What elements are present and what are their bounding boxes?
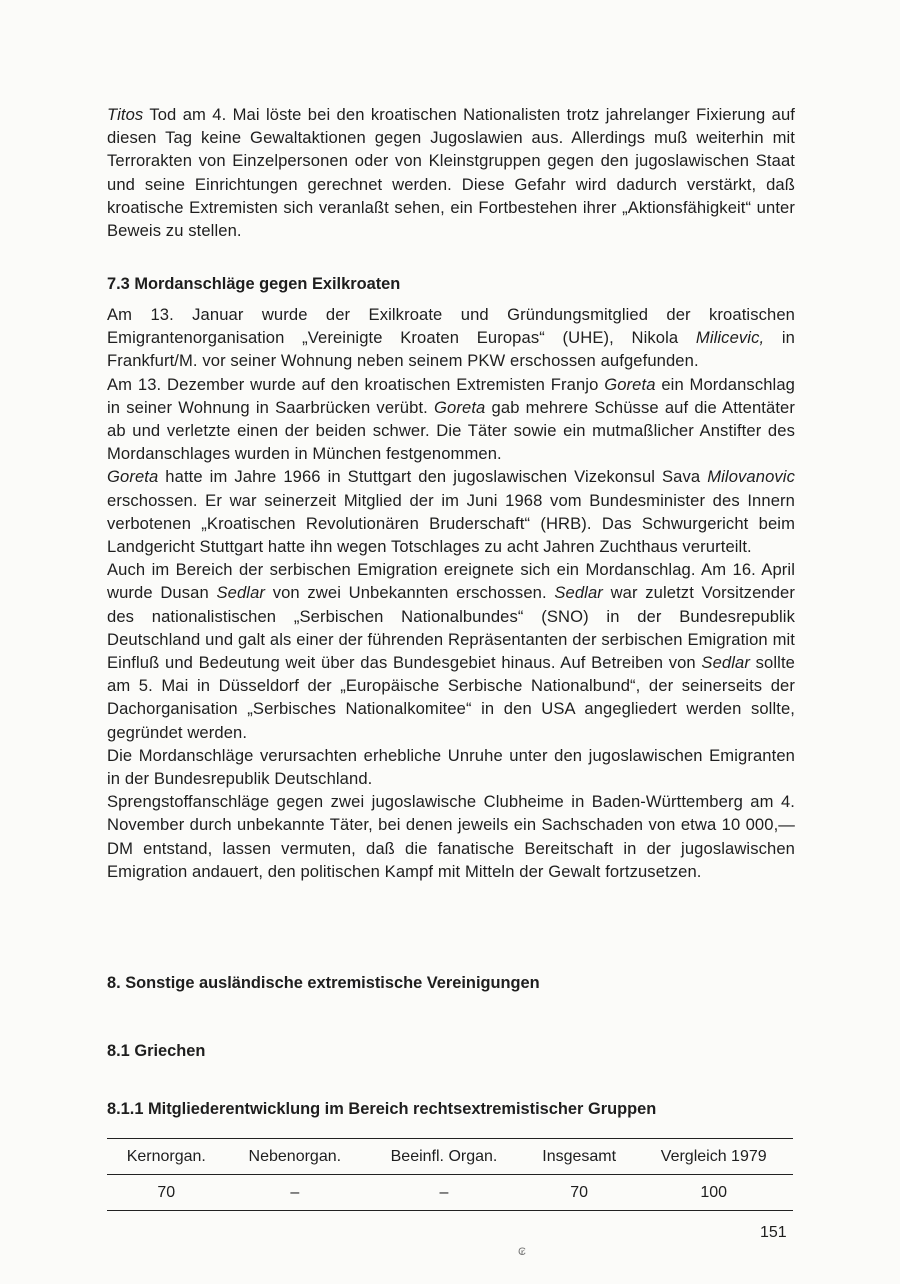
table-cell: 100: [634, 1175, 793, 1211]
section-heading-8: 8. Sonstige ausländische extremistische Vereinigungen: [107, 974, 540, 992]
table-row: [107, 1175, 793, 1211]
page-number: 151: [760, 1224, 787, 1241]
paragraph-goreta-attack: Am 13. Dezember wurde auf den kroatischen Extremisten Franjo Goreta ein Mordanschlag in seiner Wohnung in Saarbrücken verübt. Goreta gab mehrere Schüsse auf die Attentäter ab und verletzte einen der beiden schwer. Die Täter sowie ein mutmaßlicher Anstifter des Mordanschlages wurden in München festgenommen.: [107, 374, 795, 464]
person-name: Titos: [107, 105, 144, 124]
table-cell: –: [226, 1175, 365, 1211]
paragraph-explosives: Sprengstoffanschläge gegen zwei jugoslawische Clubheime in Baden-Württemberg am 4. November durch unbekannte Täter, bei denen jeweils ein Sachschaden von etwa 10 000,— DM entstand, lassen vermuten, daß die fanatische Bereitschaft in der jugoslawischen Emigration andauert, den politischen Kampf mit Mitteln der Gewalt fortzusetzen.: [107, 792, 795, 881]
table-cell: 70: [107, 1175, 226, 1211]
intro-paragraph: Titos Tod am 4. Mai löste bei den kroatischen Nationalisten trotz jahrelanger Fixierung auf diesen Tag keine Gewaltaktionen gegen Jugoslawien aus. Allerdings muß weiterhin mit Terrorakten von Einzelpersonen oder von Kleinstgruppen gegen den jugoslawischen Staat und seine Einrichtungen gerechnet werden. Diese Gefahr wird dadurch verstärkt, daß kroatische Extremisten sich veranlaßt sehen, ein Fortbestehen ihrer „Aktionsfähigkeit“ unter Beweis zu stellen.: [107, 105, 795, 241]
section-heading-8-1: 8.1 Griechen: [107, 1042, 206, 1060]
table-header: Insgesamt: [524, 1139, 635, 1175]
table-cell: 70: [524, 1175, 635, 1211]
scan-mark: ₢: [518, 1246, 526, 1258]
table-cell: –: [364, 1175, 524, 1211]
membership-table: [107, 1138, 793, 1211]
section-heading-8-1-1: 8.1.1 Mitgliederentwicklung im Bereich rechtsextremistischer Gruppen: [107, 1100, 657, 1118]
table-header: Vergleich 1979: [634, 1139, 793, 1175]
table-header: Beeinfl. Organ.: [364, 1139, 524, 1175]
paragraph-milicevic: Am 13. Januar wurde der Exilkroate und Gründungsmitglied der kroatischen Emigrantenorganisation „Vereinigte Kroaten Europas“ (UHE), Nikola Milicevic, in Frankfurt/M. vor seiner Wohnung neben seinem PKW erschossen aufgefunden.: [107, 305, 795, 371]
section-7-3-body: [107, 303, 795, 883]
paragraph-unrest: Die Mordanschläge verursachten erhebliche Unruhe unter den jugoslawischen Emigranten in der Bundesrepublik Deutschland.: [107, 745, 795, 789]
paragraph-sedlar: Auch im Bereich der serbischen Emigration ereignete sich ein Mordanschlag. Am 16. April wurde Dusan Sedlar von zwei Unbekannten erschossen. Sedlar war zuletzt Vorsitzender des nationalistischen „Serbischen Nationalbundes“ (SNO) in der Bundesrepublik Deutschland und galt als einer der führenden Repräsentanten der serbischen Emigration mit Einfluß und Bedeutung weit über das Bundesgebiet hinaus. Auf Betreiben von Sedlar sollte am 5. Mai in Düsseldorf der „Europäische Serbische Nationalbund“, der seinerseits der Dachorganisation „Serbisches Nationalkomitee“ in den USA angegliedert werden sollte, gegründet werden.: [107, 560, 796, 742]
section-heading-7-3: 7.3 Mordanschläge gegen Exilkroaten: [107, 275, 401, 293]
table-header: Kernorgan.: [107, 1139, 226, 1175]
table-header: Nebenorgan.: [226, 1139, 365, 1175]
table-header-row: [107, 1139, 793, 1175]
paragraph-goreta-history: Goreta hatte im Jahre 1966 in Stuttgart den jugoslawischen Vizekonsul Sava Milovanovic erschossen. Er war seinerzeit Mitglied der im Juni 1968 vom Bundesminister des Innern verbotenen „Kroatischen Revolutionären Bruderschaft“ (HRB). Das Schwurgericht beim Landgericht Stuttgart hatte ihn wegen Totschlages zu acht Jahren Zuchthaus verurteilt.: [107, 467, 795, 557]
